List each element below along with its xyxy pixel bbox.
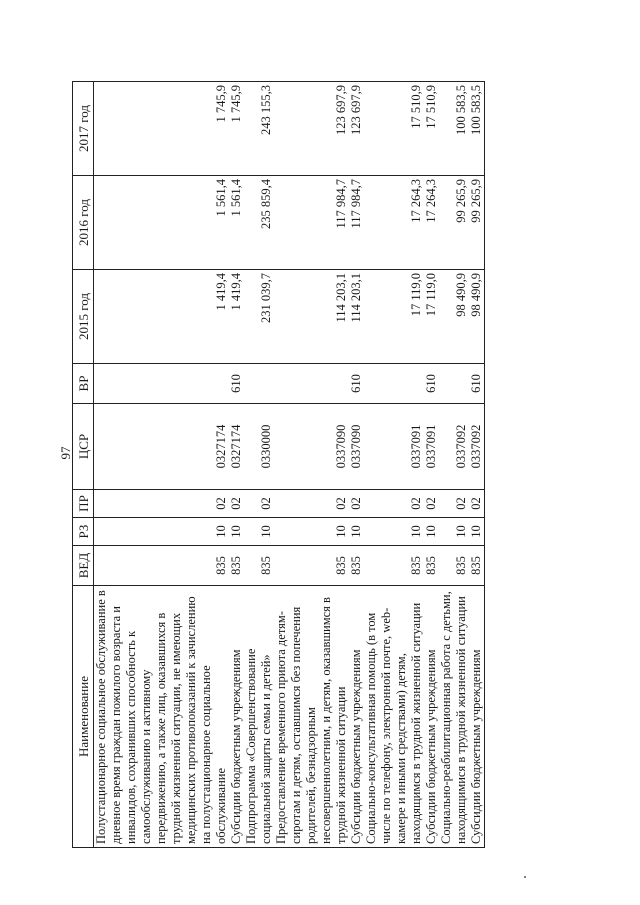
row-pr: 02 — [349, 490, 364, 518]
row-csr: 0327174 — [94, 404, 230, 490]
row-2015: 114 203,1 — [349, 270, 364, 364]
row-2017: 243 155,3 — [244, 82, 274, 176]
row-ved: 835 — [364, 546, 424, 586]
row-rz: 10 — [229, 518, 244, 546]
row-name: Социально-консультативная помощь (в том числе по телефону, электронной почте, web-камере и иными средствами) детям, находящимся в трудной жизненной ситуации — [364, 586, 424, 848]
row-2016: 17 264,3 — [364, 176, 424, 270]
table-row — [349, 82, 364, 848]
row-2017: 17 510,9 — [424, 82, 439, 176]
table-row — [94, 82, 230, 848]
row-rz: 10 — [424, 518, 439, 546]
header-ved: ВЕД — [73, 546, 94, 586]
row-2016: 235 859,4 — [244, 176, 274, 270]
row-ved: 835 — [469, 546, 485, 586]
row-vr — [274, 364, 349, 404]
row-2015: 1 419,4 — [229, 270, 244, 364]
row-2016: 117 984,7 — [349, 176, 364, 270]
table-row — [274, 82, 349, 848]
document-page — [58, 58, 558, 848]
row-2016: 1 561,4 — [94, 176, 230, 270]
row-name: Полустационарное социальное обслуживание в дневное время граждан пожилого возраста и инвалидов, сохранивших способность к самообслуживанию и активному передвижению, а также лиц, оказавшихся в трудной жизненной ситуации, не имеющих медицинских противопоказаний к зачислению на полустационарное социальное обслуживание — [94, 586, 230, 848]
table-row — [424, 82, 439, 848]
row-2017: 100 583,5 — [469, 82, 485, 176]
row-csr: 0337092 — [439, 404, 469, 490]
header-name: Наименование — [73, 586, 94, 848]
header-vr: ВР — [73, 364, 94, 404]
row-vr: 610 — [424, 364, 439, 404]
row-2015: 98 490,9 — [469, 270, 485, 364]
row-pr: 02 — [274, 490, 349, 518]
row-2017: 1 745,9 — [229, 82, 244, 176]
row-2016: 17 264,3 — [424, 176, 439, 270]
row-csr: 0330000 — [244, 404, 274, 490]
row-name: Социально-реабилитационная работа с детьми, находящимися в трудной жизненной ситуации — [439, 586, 469, 848]
row-ved: 835 — [349, 546, 364, 586]
row-2017: 123 697,9 — [349, 82, 364, 176]
row-2015: 17 119,0 — [364, 270, 424, 364]
row-pr: 02 — [439, 490, 469, 518]
header-2016: 2016 год — [73, 176, 94, 270]
budget-table — [72, 81, 485, 848]
row-vr — [244, 364, 274, 404]
row-2017: 100 583,5 — [439, 82, 469, 176]
row-2017: 1 745,9 — [94, 82, 230, 176]
row-pr: 02 — [469, 490, 485, 518]
row-2015: 114 203,1 — [274, 270, 349, 364]
row-name: Субсидии бюджетным учреждениям — [424, 586, 439, 848]
table-row — [364, 82, 424, 848]
row-ved: 835 — [229, 546, 244, 586]
row-ved: 835 — [424, 546, 439, 586]
row-csr: 0337091 — [424, 404, 439, 490]
row-vr: 610 — [349, 364, 364, 404]
row-rz: 10 — [349, 518, 364, 546]
row-ved: 835 — [94, 546, 230, 586]
table-header-row — [73, 82, 94, 848]
table-row — [439, 82, 469, 848]
row-name: Субсидии бюджетным учреждениям — [349, 586, 364, 848]
row-rz: 10 — [439, 518, 469, 546]
row-name: Предоставление временного приюта детям-сиротам и детям, оставшимся без попечения родителей, безнадзорным несовершеннолетним, и детям, оказавшимся в трудной жизненной ситуации — [274, 586, 349, 848]
header-rz: РЗ — [73, 518, 94, 546]
table-row — [244, 82, 274, 848]
page-number: 97 — [58, 446, 73, 460]
row-vr — [94, 364, 230, 404]
row-pr: 02 — [229, 490, 244, 518]
row-ved: 835 — [274, 546, 349, 586]
header-2017: 2017 год — [73, 82, 94, 176]
row-2015: 1 419,4 — [94, 270, 230, 364]
row-csr: 0337092 — [469, 404, 485, 490]
row-2016: 117 984,7 — [274, 176, 349, 270]
row-pr: 02 — [244, 490, 274, 518]
row-pr: 02 — [364, 490, 424, 518]
row-vr: 610 — [469, 364, 485, 404]
row-rz: 10 — [274, 518, 349, 546]
row-ved: 835 — [439, 546, 469, 586]
table-row — [229, 82, 244, 848]
row-name: Субсидии бюджетным учреждениям — [229, 586, 244, 848]
row-2016: 99 265,9 — [439, 176, 469, 270]
row-2016: 99 265,9 — [469, 176, 485, 270]
row-2015: 98 490,9 — [439, 270, 469, 364]
row-name: Подпрограмма «Совершенствование социальной защиты семьи и детей» — [244, 586, 274, 848]
row-rz: 10 — [94, 518, 230, 546]
scan-artifact — [524, 876, 526, 878]
row-2017: 17 510,9 — [364, 82, 424, 176]
row-csr: 0337090 — [349, 404, 364, 490]
row-rz: 10 — [244, 518, 274, 546]
row-2015: 17 119,0 — [424, 270, 439, 364]
row-vr — [439, 364, 469, 404]
row-pr: 02 — [424, 490, 439, 518]
row-csr: 0337090 — [274, 404, 349, 490]
row-2015: 231 039,7 — [244, 270, 274, 364]
row-vr: 610 — [229, 364, 244, 404]
row-2016: 1 561,4 — [229, 176, 244, 270]
header-pr: ПР — [73, 490, 94, 518]
header-2015: 2015 год — [73, 270, 94, 364]
row-rz: 10 — [469, 518, 485, 546]
row-csr: 0337091 — [364, 404, 424, 490]
row-pr: 02 — [94, 490, 230, 518]
header-csr: ЦСР — [73, 404, 94, 490]
row-csr: 0327174 — [229, 404, 244, 490]
row-vr — [364, 364, 424, 404]
row-name: Субсидии бюджетным учреждениям — [469, 586, 485, 848]
table-row — [469, 82, 485, 848]
row-2017: 123 697,9 — [274, 82, 349, 176]
row-rz: 10 — [364, 518, 424, 546]
row-ved: 835 — [244, 546, 274, 586]
